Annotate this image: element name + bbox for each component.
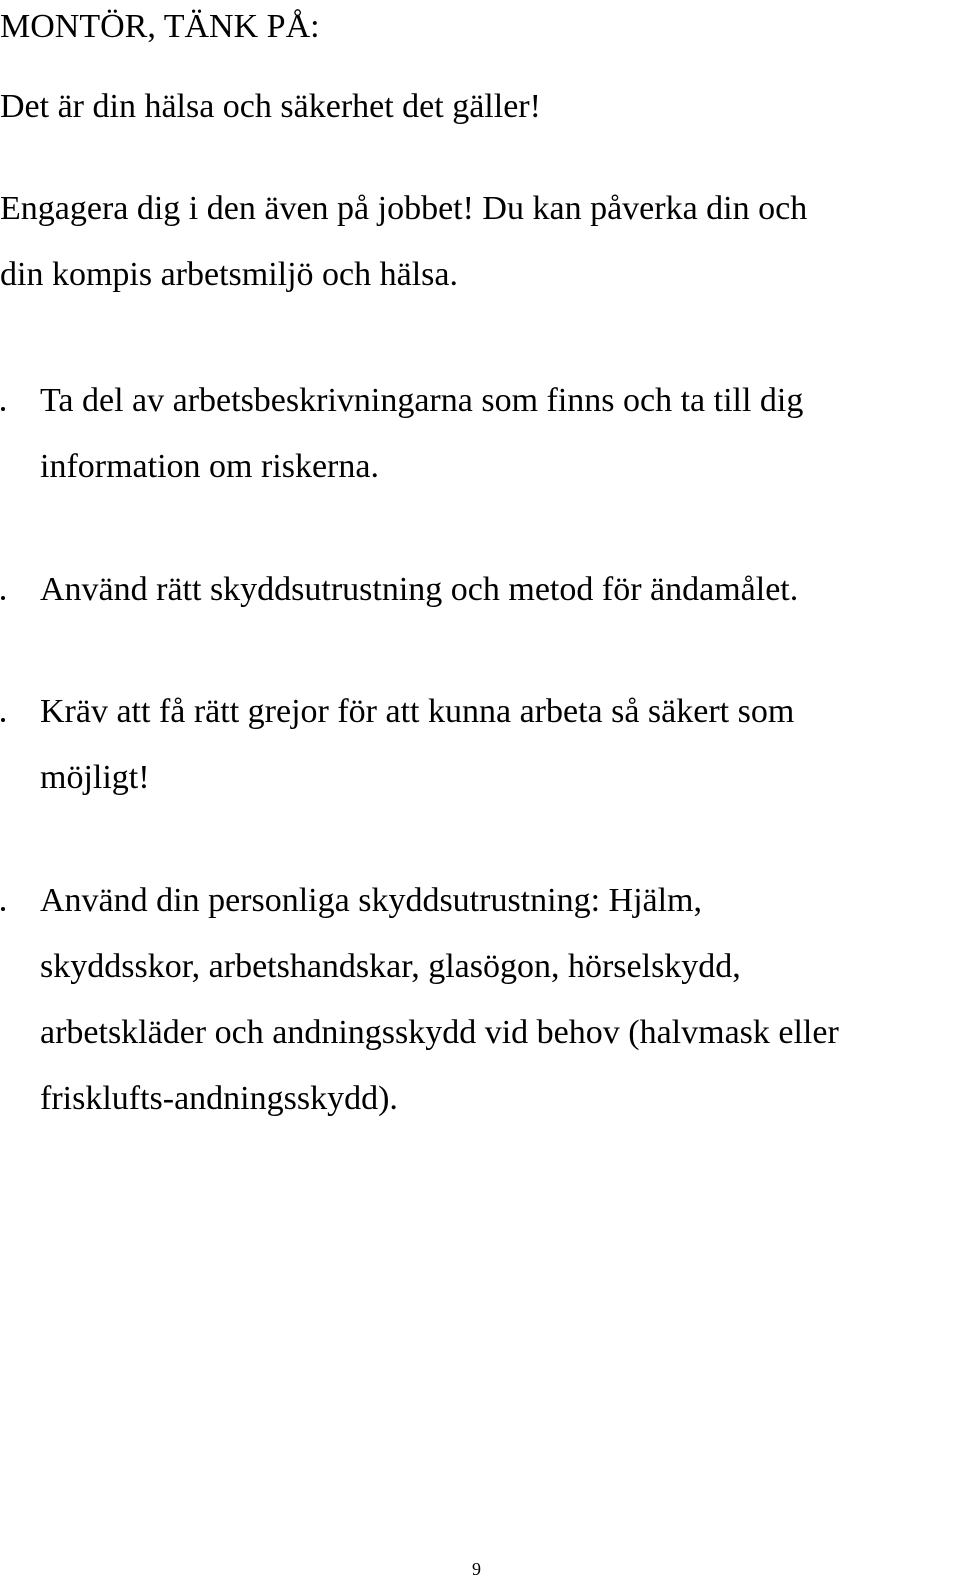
list-item-text: skyddsskor, arbetshandskar, glasögon, hörselskydd, xyxy=(40,948,741,985)
list-item-text: Använd rätt skyddsutrustning och metod för ändamålet. xyxy=(40,571,799,608)
bullet-icon xyxy=(1,596,5,600)
intro-statement: Det är din hälsa och säkerhet det gäller! xyxy=(0,88,541,125)
list-item-text: frisklufts-andningsskydd). xyxy=(40,1080,398,1117)
list-item-text: Kräv att få rätt grejor för att kunna arbeta så säkert som xyxy=(40,693,795,730)
list-item-text: Ta del av arbetsbeskrivningarna som finns och ta till dig xyxy=(40,382,804,419)
intro-paragraph-line-1: Engagera dig i den även på jobbet! Du kan påverka din och xyxy=(0,190,808,227)
page-title: MONTÖR, TÄNK PÅ: xyxy=(0,8,320,45)
page-number: 9 xyxy=(472,1559,481,1579)
bullet-icon xyxy=(1,407,5,411)
list-item-text: Använd din personliga skyddsutrustning: Hjälm, xyxy=(40,882,703,919)
list-item-text: arbetskläder och andningsskydd vid behov (halvmask eller xyxy=(40,1014,839,1051)
list-item-text: information om riskerna. xyxy=(40,448,379,485)
list-item-text: möjligt! xyxy=(40,759,150,796)
intro-paragraph-line-2: din kompis arbetsmiljö och hälsa. xyxy=(0,256,458,293)
bullet-icon xyxy=(1,718,5,722)
bullet-icon xyxy=(1,907,5,911)
